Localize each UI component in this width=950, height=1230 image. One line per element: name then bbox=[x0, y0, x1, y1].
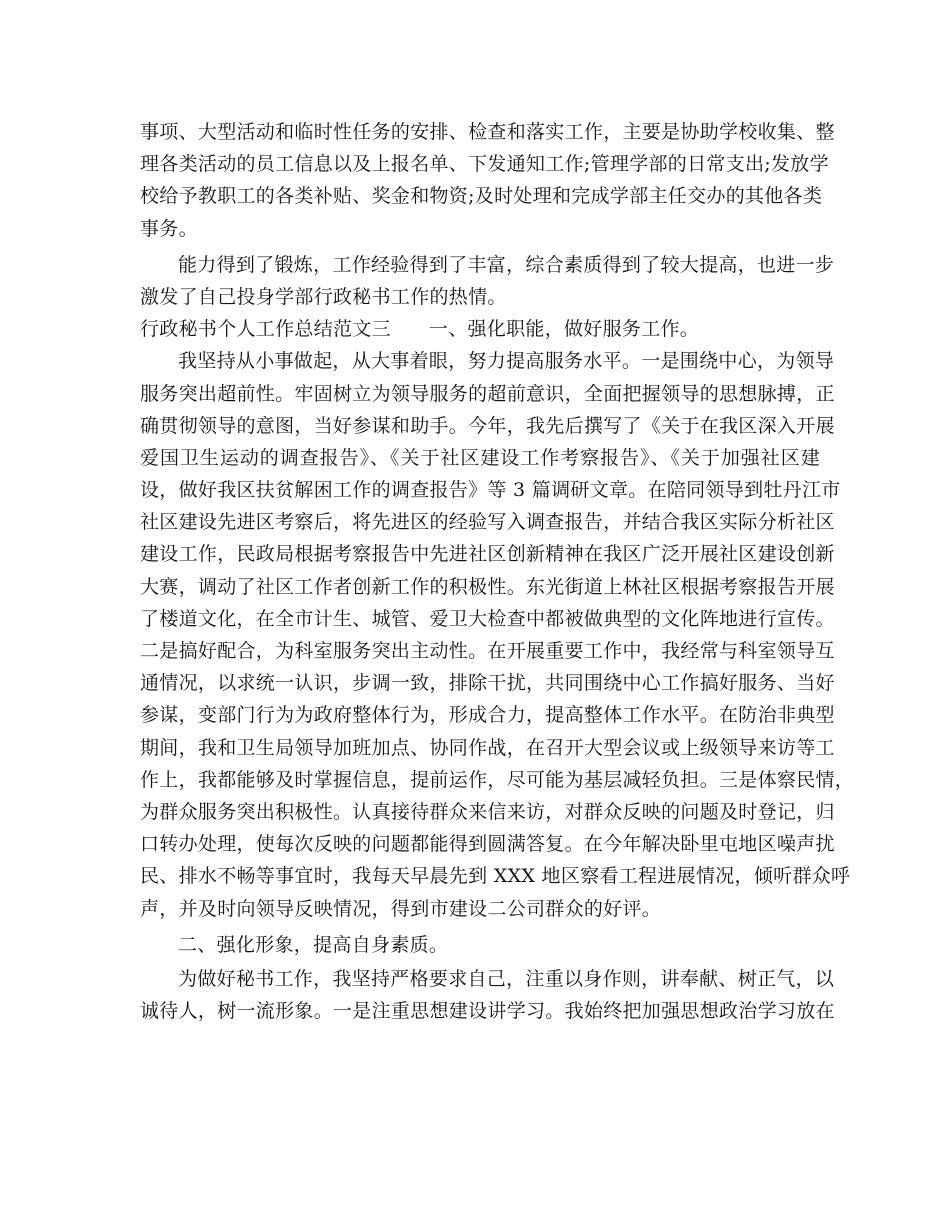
section-heading-2: 二、强化形象，提高自身素质。 bbox=[178, 933, 449, 956]
document-title: 行政秘书个人工作总结范文三 bbox=[140, 318, 391, 341]
text-line: 参谋，变部门行为为政府整体行为，形成合力，提高整体工作水平。在防治非典型 bbox=[140, 704, 835, 727]
text-line: 确贯彻领导的意图，当好参谋和助手。今年，我先后撰写了《关于在我区深入开展 bbox=[140, 414, 835, 437]
text-line: 口转办处理，使每次反映的问题都能得到圆满答复。在今年解决卧里屯地区噪声扰 bbox=[140, 833, 835, 856]
text-line: 通情况，以求统一认识，步调一致，排除干扰，共同围绕中心工作搞好服务、当好 bbox=[140, 672, 835, 695]
text-line: 为群众服务突出积极性。认真接待群众来信来访，对群众反映的问题及时登记，归 bbox=[140, 800, 835, 823]
paragraph-2 bbox=[140, 249, 835, 313]
section-heading-1: 一、强化职能，做好服务工作。 bbox=[428, 318, 700, 341]
title-line bbox=[140, 313, 820, 345]
text-line: 能力得到了锻炼，工作经验得到了丰富，综合素质得到了较大提高，也进一步 bbox=[178, 253, 835, 276]
text-line: 理各类活动的员工信息以及上报名单、下发通知工作;管理学部的日常支出;发放学 bbox=[140, 153, 829, 176]
paragraph-1 bbox=[140, 116, 835, 245]
text-line: 诚待人，树一流形象。一是注重思想建设讲学习。我始终把加强思想政治学习放在 bbox=[140, 1000, 835, 1023]
text-line: 设，做好我区扶贫解困工作的调查报告》等 3 篇调研文章。在陪同领导到牡丹江市 bbox=[140, 479, 841, 502]
text-line: 作上，我都能够及时掌握信息，提前运作，尽可能为基层减轻负担。三是体察民情， bbox=[140, 768, 855, 791]
section-2 bbox=[140, 929, 820, 961]
text-line: 期间，我和卫生局领导加班加点、协同作战，在召开大型会议或上级领导来访等工 bbox=[140, 736, 835, 759]
text-line: 声，并及时向领导反映情况，得到市建设二公司群众的好评。 bbox=[140, 897, 662, 920]
document-body bbox=[140, 116, 855, 1027]
text-line: 事项、大型活动和临时性任务的安排、检查和落实工作，主要是协助学校收集、整 bbox=[140, 121, 835, 143]
text-line: 二是搞好配合，为科室服务突出主动性。在开展重要工作中，我经常与科室领导互 bbox=[140, 640, 835, 662]
text-line: 激发了自己投身学部行政秘书工作的热情。 bbox=[140, 285, 507, 308]
text-line: 服务突出超前性。牢固树立为领导服务的超前意识，全面把握领导的思想脉搏，正 bbox=[140, 382, 835, 405]
text-line: 民、排水不畅等事宜时，我每天早晨先到 XXX 地区察看工程进展情况，倾听群众呼 bbox=[140, 865, 851, 888]
text-line: 我坚持从小事做起，从大事着眼，努力提高服务水平。一是围绕中心，为领导 bbox=[178, 350, 835, 373]
paragraph-4 bbox=[140, 963, 835, 1027]
text-line: 校给予教职工的各类补贴、奖金和物资;及时处理和完成学部主任交办的其他各类 bbox=[140, 185, 823, 208]
text-line: 爱国卫生运动的调查报告》、《关于社区建设工作考察报告》、《关于加强社区建 bbox=[140, 446, 820, 469]
text-line: 了楼道文化，在全市计生、城管、爱卫大检查中都被做典型的文化阵地进行宣传。 bbox=[140, 607, 835, 630]
text-line: 事务。 bbox=[140, 217, 198, 240]
text-line: 建设工作，民政局根据考察报告中先进社区创新精神在我区广泛开展社区建设创新 bbox=[140, 543, 835, 566]
text-line: 大赛，调动了社区工作者创新工作的积极性。东光街道上林社区根据考察报告开展 bbox=[140, 575, 835, 598]
text-line: 社区建设先进区考察后，将先进区的经验写入调查报告，并结合我区实际分析社区 bbox=[140, 511, 835, 534]
text-line: 为做好秘书工作，我坚持严格要求自己，注重以身作则，讲奉献、树正气，以 bbox=[178, 967, 835, 990]
paragraph-3 bbox=[140, 345, 855, 924]
